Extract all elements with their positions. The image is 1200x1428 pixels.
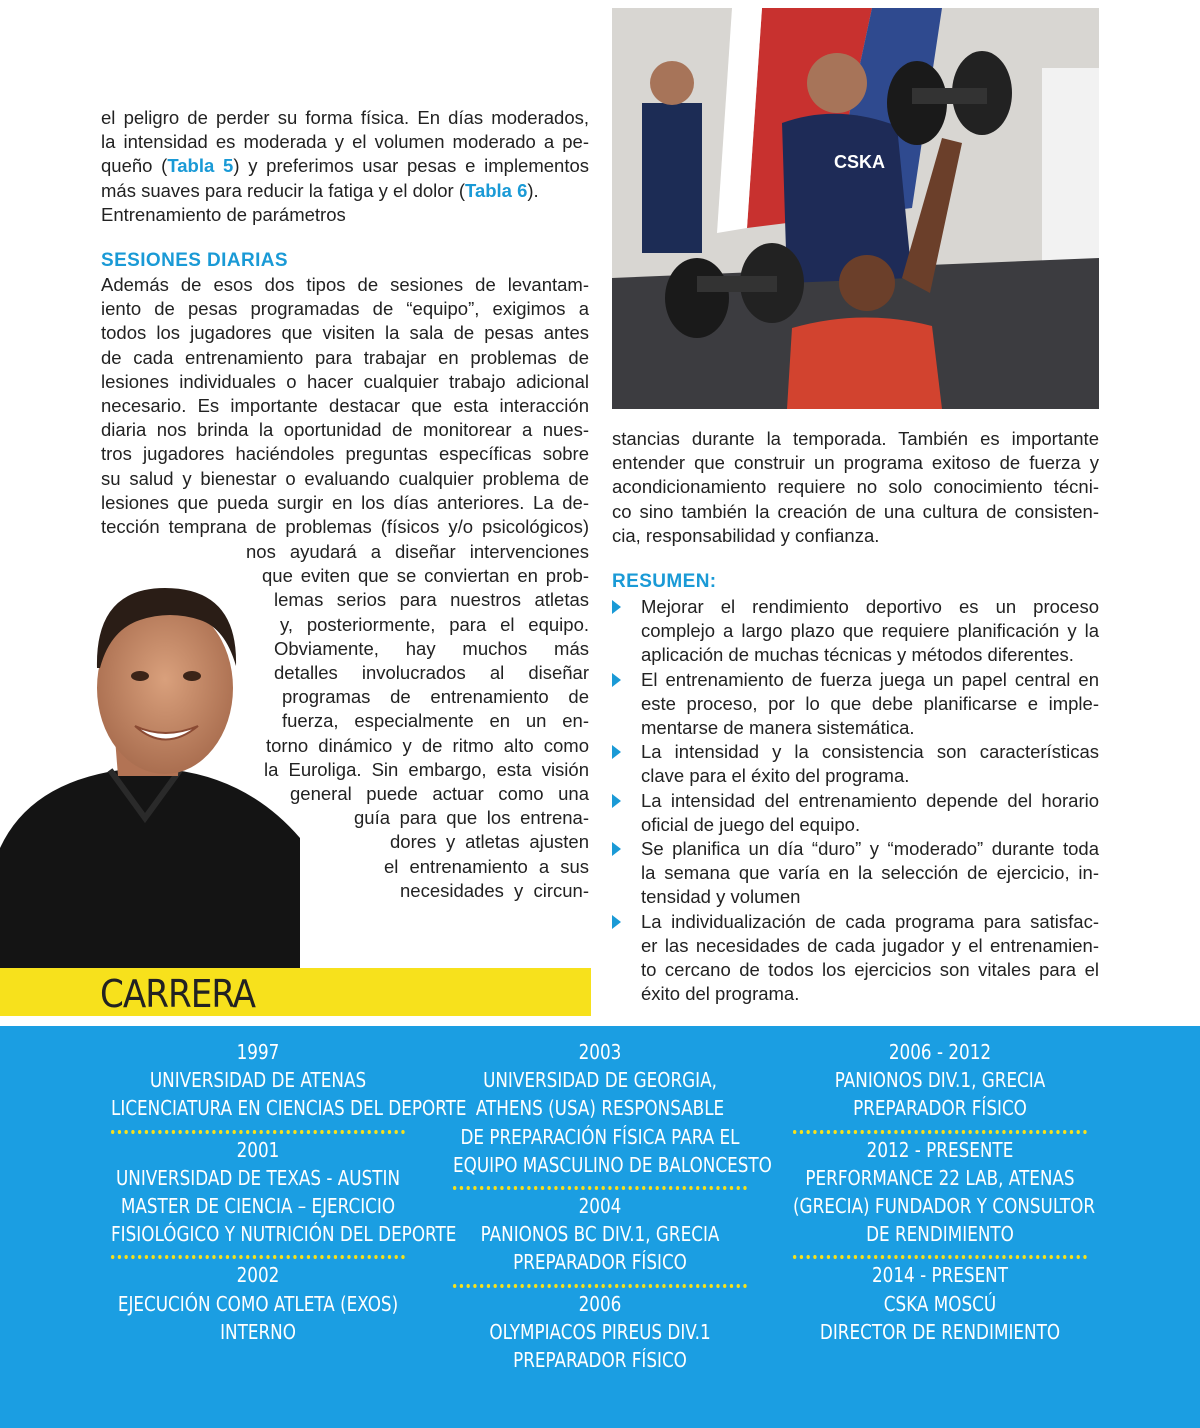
body-line: lesiones que pueda surgir en los días anteriores. La de- — [101, 491, 589, 513]
career-entry — [793, 1136, 1096, 1249]
career-column-1 — [111, 1038, 467, 1346]
career-years: 2002 — [236, 1263, 280, 1288]
career-detail: PERFORMANCE 22 LAB, ATENAS — [805, 1165, 1075, 1190]
bullet-line: La individualización de cada programa para satisfac- — [641, 910, 1099, 932]
gym-training-photo — [612, 8, 1099, 409]
career-years: 2001 — [236, 1137, 280, 1162]
body-line: necesario. Es importante destacar que esta interacción — [101, 395, 589, 417]
body-line: de cada entrenamiento para trabajar en problemas de — [101, 346, 589, 368]
continued-line: co sino también la creación de una cultura de consisten- — [612, 500, 1099, 522]
wrapped-line: general puede actuar como una — [290, 783, 589, 805]
wrapped-line: torno dinámico y de ritmo alto como — [266, 734, 589, 756]
wrapped-line: y, posteriormente, para el equipo. — [280, 613, 589, 635]
career-years: 2004 — [578, 1194, 622, 1219]
wrapped-line: detalles involucrados al diseñar — [274, 662, 589, 684]
bullet-line: Mejorar el rendimiento deportivo es un proceso — [641, 596, 1099, 617]
intro-line: más suaves para reducir la fatiga y el dolor (Tabla 6). — [101, 179, 539, 201]
wrapped-line: la Euroliga. Sin embargo, esta visión — [264, 758, 589, 780]
career-detail: DIRECTOR DE RENDIMIENTO — [819, 1319, 1061, 1344]
career-detail: PREPARADOR FÍSICO — [513, 1348, 687, 1373]
career-detail: UNIVERSIDAD DE ATENAS — [149, 1068, 367, 1093]
career-years: 1997 — [236, 1040, 280, 1064]
career-entry — [111, 1038, 467, 1123]
intro-paragraph — [101, 106, 589, 227]
career-years: 2014 - PRESENT — [871, 1263, 1009, 1288]
career-detail: DE RENDIMIENTO — [866, 1222, 1014, 1247]
resumen-bullet — [612, 910, 1099, 1007]
dotted-divider — [453, 1284, 747, 1288]
wrapped-line: guía para que los entrena- — [354, 807, 589, 829]
body-line: tección temprana de problemas (físicos y/o psicológicos) — [101, 516, 589, 538]
bullet-triangle-icon — [612, 600, 621, 614]
body-line: lesiones individuales o hacer cualquier trabajo adicional — [101, 370, 589, 392]
career-band — [0, 1026, 1200, 1428]
career-detail: INTERNO — [220, 1319, 296, 1344]
table-5-reference[interactable]: Tabla 5 — [167, 155, 234, 177]
continued-line: stancias durante la temporada. También es importante — [612, 428, 1099, 449]
resumen-bullet — [612, 789, 1099, 837]
resumen-bullet — [612, 595, 1099, 668]
carrera-title-bar — [0, 968, 591, 1016]
bullet-triangle-icon — [612, 794, 621, 808]
bullet-line: er las necesidades de cada jugador y el entrenamien- — [641, 934, 1099, 956]
dotted-divider — [111, 1130, 405, 1134]
career-entry — [453, 1192, 747, 1277]
bullet-triangle-icon — [612, 745, 621, 759]
bullet-triangle-icon — [612, 673, 621, 687]
continued-paragraph — [612, 427, 1099, 548]
wrapped-line: que eviten que se conviertan en prob- — [262, 565, 589, 587]
career-detail: (GRECIA) FUNDADOR Y CONSULTOR — [793, 1194, 1096, 1219]
career-entry — [453, 1290, 747, 1375]
career-detail: PREPARADOR FÍSICO — [513, 1250, 687, 1275]
wrapped-line: lemas serios para nuestros atletas — [274, 589, 589, 611]
sesiones-diarias-heading: SESIONES DIARIAS — [101, 250, 288, 271]
career-years: 2012 - PRESENTE — [866, 1137, 1014, 1162]
resumen-bullet — [612, 668, 1099, 741]
dotted-divider — [793, 1130, 1087, 1134]
body-line: diaria nos brinda la oportunidad de monitorear a nues- — [101, 419, 589, 441]
career-detail: OLYMPIACOS PIREUS DIV.1 — [489, 1319, 711, 1344]
career-detail: UNIVERSIDAD DE TEXAS - AUSTIN — [115, 1165, 401, 1190]
career-detail: LICENCIATURA EN CIENCIAS DEL DEPORTE — [111, 1096, 467, 1121]
bullet-triangle-icon — [612, 842, 621, 856]
body-line: Además de esos dos tipos de sesiones de levantam- — [101, 274, 589, 295]
career-detail: PANIONOS DIV.1, GRECIA — [834, 1068, 1046, 1093]
continued-line: acondicionamiento requiere no solo conocimiento técni- — [612, 476, 1099, 498]
bullet-line: la semana que varía en la selección de ejercicio, in- — [641, 862, 1099, 884]
jersey-text: CSKA — [834, 152, 886, 172]
career-detail: EQUIPO MASCULINO DE BALONCESTO — [453, 1152, 772, 1177]
carrera-title: CARRERA — [100, 972, 255, 1016]
career-entry — [111, 1136, 457, 1249]
bullet-line: El entrenamiento de fuerza juega un papel central en — [641, 668, 1099, 690]
career-detail: FISIOLÓGICO Y NUTRICIÓN DEL DEPORTE — [111, 1222, 457, 1247]
intro-line: el peligro de perder su forma física. En días moderados, — [101, 107, 589, 128]
body-line: iento de pesas programadas de “equipo”, exigimos a — [101, 298, 589, 320]
table-6-reference[interactable]: Tabla 6 — [465, 179, 528, 201]
resumen-bullet-list — [612, 595, 1099, 1006]
wrapped-line: nos ayudará a diseñar intervenciones — [246, 541, 589, 562]
career-years: 2006 — [578, 1291, 622, 1316]
bullet-line: este proceso, por lo que debe planificarse e imple- — [641, 692, 1099, 714]
bullet-line: tensidad y volumen — [641, 886, 801, 908]
career-column-3 — [793, 1038, 1096, 1346]
dotted-divider — [453, 1186, 747, 1190]
bullet-line: La intensidad y la consistencia son características — [641, 741, 1099, 763]
career-detail: CSKA MOSCÚ — [883, 1291, 997, 1316]
continued-line: cia, responsabilidad y confianza. — [612, 524, 880, 546]
dotted-divider — [793, 1255, 1087, 1259]
career-years: 2006 - 2012 — [888, 1040, 992, 1064]
resumen-bullet — [612, 740, 1099, 788]
bullet-line: oficial de juego del equipo. — [641, 813, 861, 835]
wrapped-line: fuerza, especialmente en un en- — [282, 710, 589, 732]
dotted-divider — [111, 1255, 405, 1259]
career-detail: MASTER DE CIENCIA – EJERCICIO — [120, 1194, 396, 1219]
body-line: tros jugadores haciéndoles preguntas específicas sobre — [101, 443, 589, 465]
bullet-triangle-icon — [612, 915, 621, 929]
continued-line: entender que construir un programa exitoso de fuerza y — [612, 452, 1099, 474]
sesiones-body — [101, 273, 589, 539]
resumen-bullet — [612, 837, 1099, 910]
wrapped-line: el entrenamiento a sus — [384, 855, 589, 877]
intro-line: Entrenamiento de parámetros — [101, 203, 346, 225]
career-detail: PREPARADOR FÍSICO — [853, 1096, 1027, 1121]
bullet-line: La intensidad del entrenamiento depende del horario — [641, 789, 1099, 811]
career-detail: EJECUCIÓN COMO ATLETA (EXOS) — [117, 1291, 399, 1316]
bullet-line: Se planifica un día “duro” y “moderado” durante toda — [641, 838, 1099, 860]
career-detail: PANIONOS BC DIV.1, GRECIA — [480, 1222, 720, 1247]
wrapped-line: dores y atletas ajusten — [390, 831, 589, 853]
career-years: 2003 — [578, 1040, 622, 1064]
career-column-2 — [453, 1038, 772, 1374]
wrapped-line: programas de entrenamiento de — [282, 686, 589, 708]
resumen-heading: RESUMEN: — [612, 571, 717, 592]
career-entry — [793, 1038, 1087, 1123]
bullet-line: complejo a largo plazo que requiere planificación y la — [641, 620, 1099, 642]
career-entry — [111, 1261, 405, 1346]
bullet-line: to cercano de todos los ejercicios son vitales para el — [641, 959, 1099, 981]
intro-line: queño (Tabla 5) y preferimos usar pesas e implementos — [101, 155, 590, 177]
bullet-line: mentarse de manera sistemática. — [641, 717, 915, 739]
intro-line: la intensidad es moderada y el volumen moderado a pe- — [101, 131, 589, 153]
career-entry — [793, 1261, 1087, 1346]
body-line: todos los jugadores que visiten la sala de pesas antes — [101, 322, 589, 344]
career-detail: UNIVERSIDAD DE GEORGIA, — [483, 1068, 717, 1093]
bullet-line: aplicación de muchas técnicas y métodos diferentes. — [641, 644, 1074, 666]
wrapped-line: Obviamente, hay muchos más — [274, 637, 589, 659]
wrapped-line: necesidades y circun- — [400, 879, 589, 901]
career-detail: ATHENS (USA) RESPONSABLE — [475, 1096, 725, 1121]
career-entry — [453, 1038, 772, 1179]
body-line: su salud y bienestar o evaluando cualquier problema de — [101, 467, 589, 489]
bullet-line: clave para el éxito del programa. — [641, 765, 910, 787]
wrapped-paragraph — [0, 540, 589, 903]
career-detail: DE PREPARACIÓN FÍSICA PARA EL — [460, 1124, 740, 1149]
bullet-line: éxito del programa. — [641, 983, 800, 1005]
